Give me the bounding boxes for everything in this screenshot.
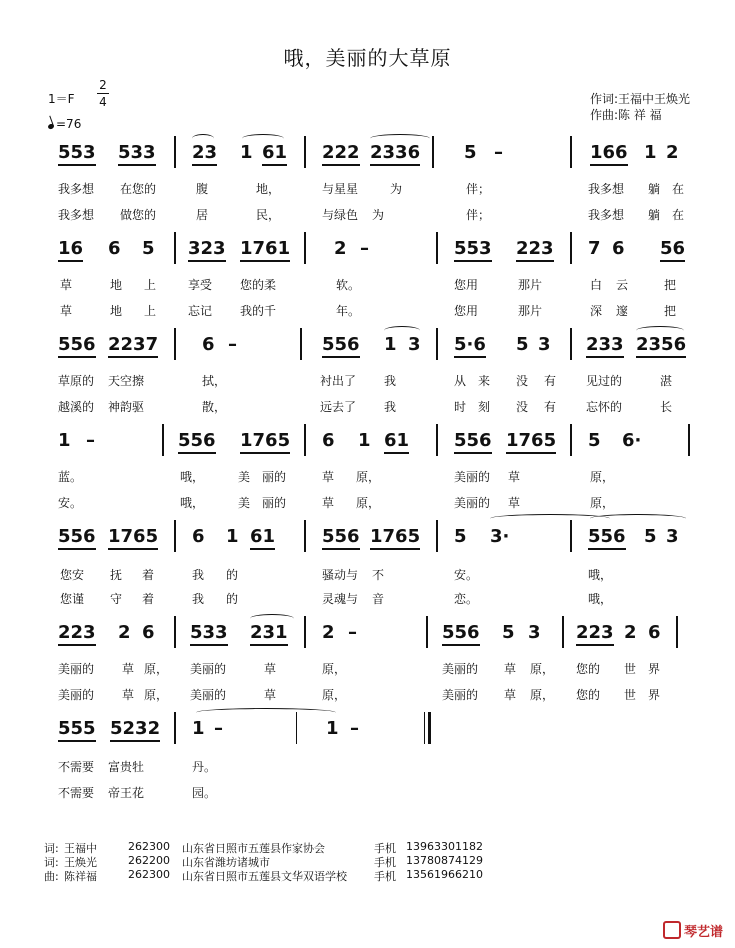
- lyric: 着: [142, 568, 155, 582]
- lyric: 您谨: [60, 592, 85, 606]
- lyricist-credit: 作词:王福中王焕光: [590, 92, 691, 106]
- lyric: 美丽的: [442, 662, 479, 676]
- note-group: 533: [118, 142, 156, 166]
- lyric: 长: [660, 400, 673, 414]
- lyric: 园。: [192, 786, 217, 800]
- note-group: 1765: [240, 430, 290, 454]
- lyric: 天空擦: [108, 374, 145, 388]
- note-group: 3·: [490, 526, 510, 547]
- note-group: 556: [58, 526, 96, 550]
- note-group: –: [494, 142, 503, 163]
- contact-name: 陈祥福: [64, 870, 97, 883]
- lyric: 从: [454, 374, 467, 388]
- note-group: –: [360, 238, 369, 259]
- brand-name: 琴艺谱: [683, 925, 723, 940]
- note-group: 6·: [622, 430, 642, 451]
- lyric: 不: [372, 568, 385, 582]
- lyric: 原，: [530, 688, 555, 702]
- lyric: 为: [372, 208, 385, 222]
- lyric: 您的柔: [240, 278, 277, 292]
- lyric: 草: [60, 278, 73, 292]
- lyric: 原，: [144, 688, 169, 702]
- note-group: 556: [442, 622, 480, 646]
- lyric: 世: [624, 688, 637, 702]
- lyric: 草: [322, 496, 335, 510]
- time-signature-bottom: 4: [99, 95, 107, 109]
- brand-mark-icon: [663, 921, 681, 939]
- note-group: –: [214, 718, 223, 739]
- lyric: 草: [504, 662, 517, 676]
- lyric: 没: [516, 374, 529, 388]
- note-group: 5: [588, 430, 601, 451]
- note-group: 2336: [370, 142, 420, 166]
- note-group: 7: [588, 238, 601, 259]
- lyric: 骚动与: [322, 568, 359, 582]
- note-group: 1765: [506, 430, 556, 454]
- note-group: 323: [188, 238, 226, 262]
- note-group: 223: [516, 238, 554, 262]
- lyric: 哦，: [588, 592, 613, 606]
- lyric: 拭，: [202, 374, 227, 388]
- lyric: 美丽的: [442, 688, 479, 702]
- contact-phone: 13780874129: [406, 854, 483, 867]
- note-group: 3: [538, 334, 551, 355]
- note-group: 5·6: [454, 334, 486, 358]
- lyric: 白: [590, 278, 603, 292]
- lyric: 界: [648, 688, 661, 702]
- note-group: 553: [58, 142, 96, 166]
- lyric: 软。: [336, 278, 361, 292]
- song-title: 哦，美丽的大草原: [283, 46, 452, 70]
- lyric: 富贵牡: [108, 760, 145, 774]
- note-group: 222: [322, 142, 360, 166]
- tempo-marking: [48, 117, 81, 131]
- note-group: 1765: [108, 526, 158, 550]
- lyric: 草原的: [58, 374, 95, 388]
- lyric: 美丽的: [454, 470, 491, 484]
- note-group: 556: [322, 526, 360, 550]
- note-group: 6: [192, 526, 205, 547]
- quarter-note-icon: [47, 123, 54, 130]
- note-group: 6: [108, 238, 121, 259]
- lyric: 帝王花: [108, 786, 145, 800]
- lyric: 我: [384, 374, 397, 388]
- note-group: 3: [408, 334, 421, 355]
- note-group: 555: [58, 718, 96, 742]
- lyric: 守: [110, 592, 123, 606]
- lyric: 我: [192, 592, 205, 606]
- note-group: 23: [192, 142, 217, 166]
- note-group: 233: [586, 334, 624, 358]
- lyric: 我的千: [240, 304, 277, 318]
- lyric: 来: [478, 374, 491, 388]
- lyric: 地: [110, 304, 123, 318]
- note-group: 2: [666, 142, 679, 163]
- lyric: 上: [144, 304, 157, 318]
- note-group: 556: [454, 430, 492, 454]
- note-group: 1: [644, 142, 657, 163]
- contact-row: [44, 868, 684, 882]
- note-group: 61: [250, 526, 275, 550]
- contact-row: [44, 840, 684, 854]
- lyric: 地，: [256, 182, 281, 196]
- tempo-value: =76: [56, 117, 82, 131]
- lyric: 我: [192, 568, 205, 582]
- lyric: 远去了: [320, 400, 357, 414]
- lyric: 与星星: [322, 182, 359, 196]
- key-signature: 1＝F: [48, 92, 75, 106]
- note-group: 6: [612, 238, 625, 259]
- lyric: 原，: [322, 662, 347, 676]
- lyric: 草: [264, 662, 277, 676]
- lyric: 音: [372, 592, 385, 606]
- lyric: 把: [664, 278, 677, 292]
- lyric: 抚: [110, 568, 123, 582]
- lyric: 那片: [518, 278, 543, 292]
- note-group: 166: [590, 142, 628, 166]
- time-signature: [97, 78, 109, 109]
- note-group: 6: [202, 334, 215, 355]
- lyric: 草: [60, 304, 73, 318]
- note-group: 223: [576, 622, 614, 646]
- lyric: 原，: [530, 662, 555, 676]
- lyric: 安。: [58, 496, 83, 510]
- lyric: 美: [238, 496, 251, 510]
- note-group: 1: [226, 526, 239, 547]
- lyric: 草: [508, 470, 521, 484]
- contact-zip: 262200: [128, 854, 170, 867]
- lyric: 伴；: [466, 182, 491, 196]
- contact-address: 山东省日照市五莲县作家协会: [182, 842, 325, 855]
- note-group: 6: [322, 430, 335, 451]
- contact-phone-label: 手机: [374, 842, 396, 855]
- lyric: 见过的: [586, 374, 623, 388]
- lyric: 忘记: [188, 304, 213, 318]
- lyric: 您用: [454, 278, 479, 292]
- note-group: 6: [648, 622, 661, 643]
- contact-phone-label: 手机: [374, 870, 396, 883]
- note-group: –: [350, 718, 359, 739]
- note-group: 5: [516, 334, 529, 355]
- lyric: 时: [454, 400, 467, 414]
- lyric: 云: [616, 278, 629, 292]
- lyric: 没: [516, 400, 529, 414]
- note-group: 5232: [110, 718, 160, 742]
- lyric: 恋。: [454, 592, 479, 606]
- note-group: 2237: [108, 334, 158, 358]
- contact-name: 王福中: [64, 842, 97, 855]
- note-group: 556: [178, 430, 216, 454]
- lyric: 上: [144, 278, 157, 292]
- note-group: 1: [326, 718, 339, 739]
- lyric: 美丽的: [190, 688, 227, 702]
- lyric: 居: [196, 208, 209, 222]
- lyric: 在您的: [120, 182, 157, 196]
- lyric: 哦，: [180, 470, 205, 484]
- lyric: 我多想: [58, 182, 95, 196]
- lyric: 不需要: [58, 760, 95, 774]
- contact-zip: 262300: [128, 840, 170, 853]
- note-group: 16: [58, 238, 83, 262]
- lyric: 衬出了: [320, 374, 357, 388]
- composer-credit: 作曲:陈 祥 福: [590, 108, 662, 122]
- note-group: 5: [502, 622, 515, 643]
- lyric: 邃: [616, 304, 629, 318]
- lyric: 灵魂与: [322, 592, 359, 606]
- lyric: 在: [672, 208, 685, 222]
- contact-role: 词:: [44, 842, 59, 855]
- note-group: 56: [660, 238, 685, 262]
- lyric: 您的: [576, 662, 601, 676]
- lyric: 草: [264, 688, 277, 702]
- lyric: 有: [544, 400, 557, 414]
- lyric: 丹。: [192, 760, 217, 774]
- lyric: 地: [110, 278, 123, 292]
- lyric: 原，: [356, 496, 381, 510]
- lyric: 草: [122, 688, 135, 702]
- note-group: 5: [644, 526, 657, 547]
- lyric: 享受: [188, 278, 213, 292]
- lyric: 您的: [576, 688, 601, 702]
- lyric: 散，: [202, 400, 227, 414]
- lyric: 不需要: [58, 786, 95, 800]
- lyric: 我多想: [588, 182, 625, 196]
- lyric: 安。: [454, 568, 479, 582]
- note-group: 1765: [370, 526, 420, 550]
- contact-phone-label: 手机: [374, 856, 396, 869]
- note-group: –: [348, 622, 357, 643]
- note-group: 1: [192, 718, 205, 739]
- lyric: 那片: [518, 304, 543, 318]
- lyric: 丽的: [262, 496, 287, 510]
- lyric: 湛: [660, 374, 673, 388]
- lyric: 着: [142, 592, 155, 606]
- lyric: 把: [664, 304, 677, 318]
- note-group: 5: [464, 142, 477, 163]
- lyric: 刻: [478, 400, 491, 414]
- note-group: 1: [358, 430, 371, 451]
- lyric: 为: [390, 182, 403, 196]
- lyric: 腹: [196, 182, 209, 196]
- lyric: 神韵驱: [108, 400, 145, 414]
- note-group: –: [86, 430, 95, 451]
- lyric: 美丽的: [58, 662, 95, 676]
- lyric: 您安: [60, 568, 85, 582]
- lyric: 伴；: [466, 208, 491, 222]
- contact-zip: 262300: [128, 868, 170, 881]
- contact-phone: 13963301182: [406, 840, 483, 853]
- note-group: 231: [250, 622, 288, 646]
- note-group: 2: [322, 622, 335, 643]
- note-group: 61: [384, 430, 409, 454]
- lyric: 的: [226, 568, 239, 582]
- lyric: 世: [624, 662, 637, 676]
- contact-role: 词:: [44, 856, 59, 869]
- lyric: 原，: [322, 688, 347, 702]
- lyric: 忘怀的: [586, 400, 623, 414]
- contact-phone: 13561966210: [406, 868, 483, 881]
- note-group: 3: [666, 526, 679, 547]
- lyric: 美: [238, 470, 251, 484]
- note-group: 61: [262, 142, 287, 166]
- contact-address: 山东省日照市五莲县文华双语学校: [182, 870, 347, 883]
- note-group: –: [228, 334, 237, 355]
- note-group: 1: [240, 142, 253, 163]
- lyric: 蓝。: [58, 470, 83, 484]
- lyric: 原，: [590, 496, 615, 510]
- note-group: 1761: [240, 238, 290, 262]
- note-group: 556: [58, 334, 96, 358]
- note-group: 556: [588, 526, 626, 550]
- note-group: 1: [58, 430, 71, 451]
- lyric: 在: [672, 182, 685, 196]
- note-group: 2: [334, 238, 347, 259]
- lyric: 的: [226, 592, 239, 606]
- contact-role: 曲:: [44, 870, 59, 883]
- contact-address: 山东省潍坊诸城市: [182, 856, 270, 869]
- lyric: 您用: [454, 304, 479, 318]
- note-group: 2356: [636, 334, 686, 358]
- note-group: 5: [454, 526, 467, 547]
- lyric: 哦，: [588, 568, 613, 582]
- note-group: 223: [58, 622, 96, 646]
- lyric: 躺: [648, 208, 661, 222]
- lyric: 深: [590, 304, 603, 318]
- lyric: 有: [544, 374, 557, 388]
- lyric: 美丽的: [190, 662, 227, 676]
- lyric: 界: [648, 662, 661, 676]
- lyric: 原，: [356, 470, 381, 484]
- note-group: 2: [624, 622, 637, 643]
- note-group: 6: [142, 622, 155, 643]
- lyric: 美丽的: [58, 688, 95, 702]
- lyric: 美丽的: [454, 496, 491, 510]
- lyric: 年。: [336, 304, 361, 318]
- lyric: 原，: [144, 662, 169, 676]
- lyric: 丽的: [262, 470, 287, 484]
- note-group: 533: [190, 622, 228, 646]
- lyric: 躺: [648, 182, 661, 196]
- brand-logo: [663, 921, 723, 940]
- note-group: 2: [118, 622, 131, 643]
- lyric: 草: [508, 496, 521, 510]
- contact-row: [44, 854, 684, 868]
- note-group: 556: [322, 334, 360, 358]
- lyric: 越溪的: [58, 400, 95, 414]
- lyric: 哦，: [180, 496, 205, 510]
- lyric: 做您的: [120, 208, 157, 222]
- note-group: 3: [528, 622, 541, 643]
- lyric: 我多想: [588, 208, 625, 222]
- lyric: 我: [384, 400, 397, 414]
- lyric: 原，: [590, 470, 615, 484]
- lyric: 草: [504, 688, 517, 702]
- note-group: 1: [384, 334, 397, 355]
- lyric: 草: [122, 662, 135, 676]
- note-group: 5: [142, 238, 155, 259]
- lyric: 我多想: [58, 208, 95, 222]
- time-signature-top: 2: [99, 78, 107, 92]
- contact-name: 王焕光: [64, 856, 97, 869]
- lyric: 与绿色: [322, 208, 359, 222]
- lyric: 草: [322, 470, 335, 484]
- note-group: 553: [454, 238, 492, 262]
- lyric: 民，: [256, 208, 281, 222]
